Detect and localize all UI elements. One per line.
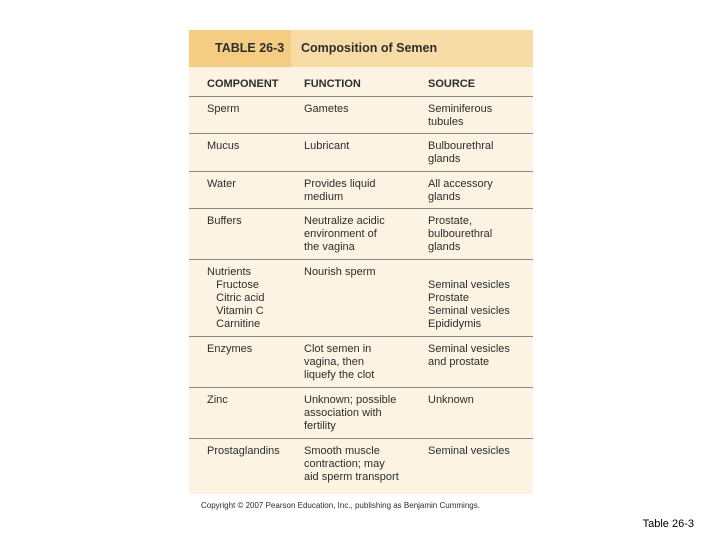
cell-source-prostaglandins: Seminal vesicles — [428, 445, 510, 457]
cell-source-enzymes: Seminal vesicles and prostate — [428, 343, 510, 368]
row-divider — [189, 259, 533, 260]
header-component: COMPONENT — [207, 78, 279, 90]
slide-caption: Table 26-3 — [642, 518, 694, 530]
cell-component-mucus: Mucus — [207, 140, 240, 152]
cell-function-water: Provides liquid medium — [304, 178, 376, 203]
cell-source-mucus: Bulbourethral glands — [428, 140, 494, 165]
cell-function-sperm: Gametes — [304, 103, 349, 115]
row-divider — [189, 171, 533, 172]
cell-component-water: Water — [207, 178, 236, 190]
cell-function-enzymes: Clot semen in vagina, then liquefy the clot — [304, 343, 375, 381]
cell-component-buffers: Buffers — [207, 215, 242, 227]
cell-source-water: All accessory glands — [428, 178, 493, 203]
row-divider — [189, 133, 533, 134]
copyright-notice: Copyright © 2007 Pearson Education, Inc., publishing as Benjamin Cummings. — [201, 501, 480, 510]
row-divider — [189, 438, 533, 439]
cell-function-prostaglandins: Smooth muscle contraction; may aid sperm transport — [304, 445, 399, 483]
cell-component-sperm: Sperm — [207, 103, 240, 115]
table-title: Composition of Semen — [301, 41, 438, 55]
cell-source-nutrients: Seminal vesicles Prostate Seminal vesicles Epididymis — [428, 279, 510, 330]
cell-component-prostaglandins: Prostaglandins — [207, 445, 280, 457]
cell-component-zinc: Zinc — [207, 394, 228, 406]
cell-source-buffers: Prostate, bulbourethral glands — [428, 215, 493, 253]
row-divider — [189, 387, 533, 388]
semen-composition-table — [189, 30, 533, 494]
table-label: TABLE 26-3 — [215, 41, 285, 55]
cell-function-zinc: Unknown; possible association with fertility — [304, 394, 397, 432]
header-function: FUNCTION — [304, 78, 361, 90]
cell-function-nutrients: Nourish sperm — [304, 266, 376, 278]
row-divider — [189, 208, 533, 209]
cell-source-zinc: Unknown — [428, 394, 474, 406]
cell-component-enzymes: Enzymes — [207, 343, 253, 355]
cell-component-nutrients: Nutrients Fructose Citric acid Vitamin C Carnitine — [207, 266, 265, 330]
table-title-bar — [189, 30, 533, 67]
table-label-box — [189, 30, 291, 67]
row-divider — [189, 336, 533, 337]
header-divider — [189, 96, 533, 97]
cell-function-buffers: Neutralize acidic environment of the vagina — [304, 215, 385, 253]
header-source: SOURCE — [428, 78, 476, 90]
cell-function-mucus: Lubricant — [304, 140, 350, 152]
cell-source-sperm: Seminiferous tubules — [428, 103, 493, 128]
